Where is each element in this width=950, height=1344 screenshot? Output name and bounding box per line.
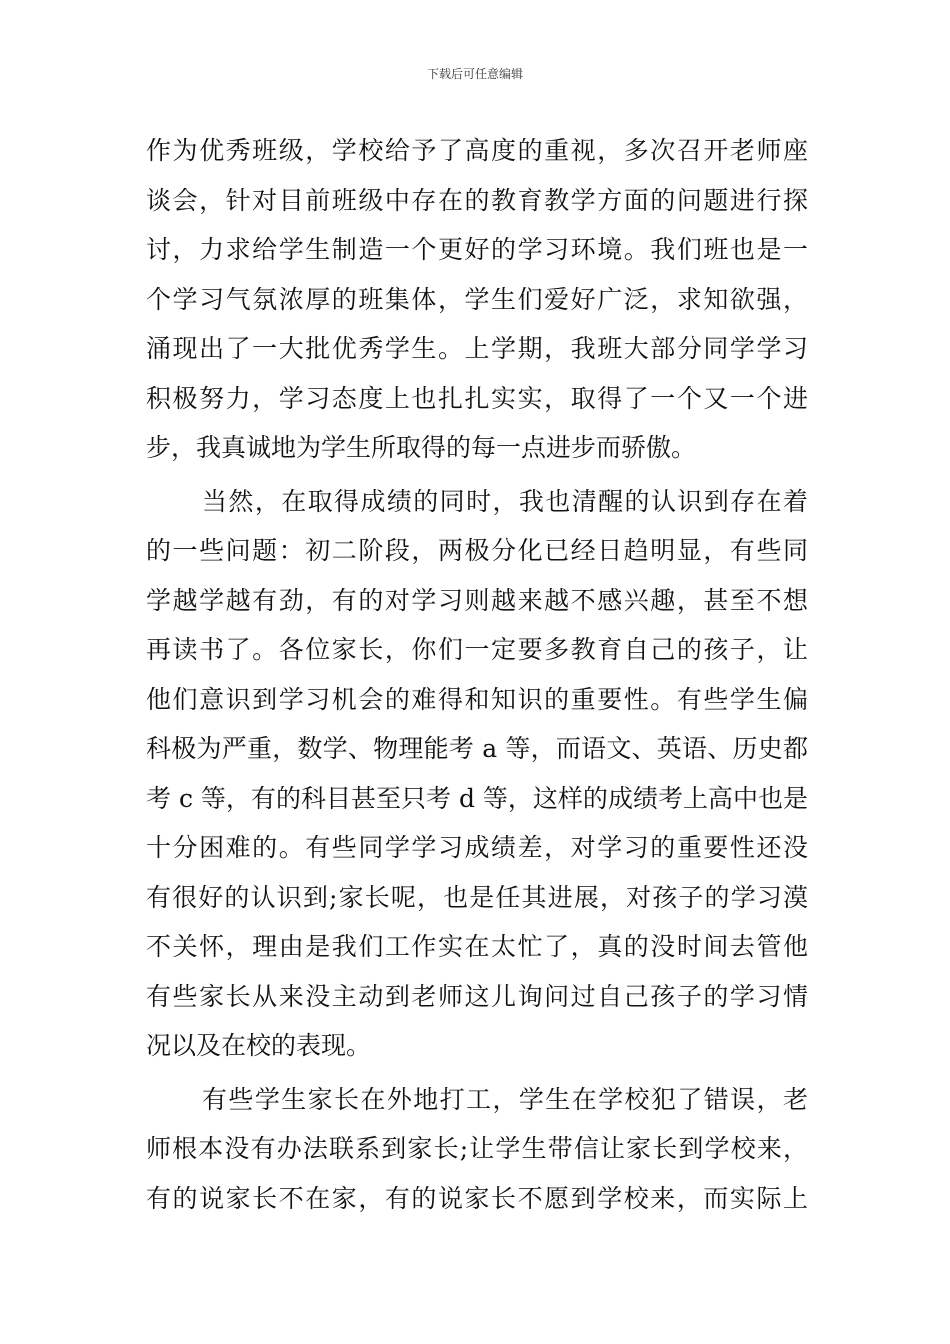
text-line: 科极为严重，数学、物理能考 a 等，而语文、英语、历史都 (146, 734, 808, 763)
text-line: 讨，力求给学生制造一个更好的学习环境。我们班也是一 (146, 235, 808, 264)
text-line: 再读书了。各位家长，你们一定要多教育自己的孩子，让 (146, 635, 808, 664)
text-line: 有很好的认识到;家长呢，也是任其进展，对孩子的学习漠 (146, 882, 808, 912)
text-line: 作为优秀班级，学校给予了高度的重视，多次召开老师座 (146, 136, 808, 165)
text-line: 积极努力，学习态度上也扎扎实实，取得了一个又一个进 (146, 383, 808, 413)
text-line: 师根本没有办法联系到家长;让学生带信让家长到学校来， (146, 1134, 808, 1163)
text-line: 涌现出了一大批优秀学生。上学期，我班大部分同学学习 (146, 334, 808, 363)
text-line: 不关怀，理由是我们工作实在太忙了，真的没时间去管他 (146, 932, 808, 961)
page-header: 下载后可任意编辑 (426, 67, 523, 81)
paragraph-2 (146, 477, 808, 1071)
text-line: 有的说家长不在家，有的说家长不愿到学校来，而实际上 (146, 1183, 808, 1213)
paragraph-3 (146, 1075, 808, 1224)
text-line: 个学习气氛浓厚的班集体，学生们爱好广泛，求知欲强， (146, 284, 808, 314)
text-line: 有些学生家长在外地打工，学生在学校犯了错误，老 (202, 1084, 808, 1114)
paragraph-1 (146, 126, 808, 473)
text-line: 的一些问题：初二阶段，两极分化已经日趋明显，有些同 (146, 536, 808, 565)
document-body (146, 126, 808, 1223)
text-line: 谈会，针对目前班级中存在的教育教学方面的问题进行探 (146, 185, 808, 215)
text-line: 有些家长从来没主动到老师这儿询问过自己孩子的学习情 (146, 981, 808, 1011)
text-line: 考 c 等，有的科目甚至只考 d 等，这样的成绩考上高中也是 (146, 783, 808, 813)
text-line: 十分困难的。有些同学学习成绩差，对学习的重要性还没 (146, 833, 808, 862)
text-line: 步，我真诚地为学生所取得的每一点进步而骄傲。 (146, 433, 697, 462)
text-line: 当然，在取得成绩的同时，我也清醒的认识到存在着 (202, 486, 808, 516)
text-line: 况以及在校的表现。 (146, 1031, 372, 1060)
text-line: 学越学越有劲，有的对学习则越来越不感兴趣，甚至不想 (146, 585, 808, 615)
text-line: 他们意识到学习机会的难得和知识的重要性。有些学生偏 (146, 684, 808, 714)
